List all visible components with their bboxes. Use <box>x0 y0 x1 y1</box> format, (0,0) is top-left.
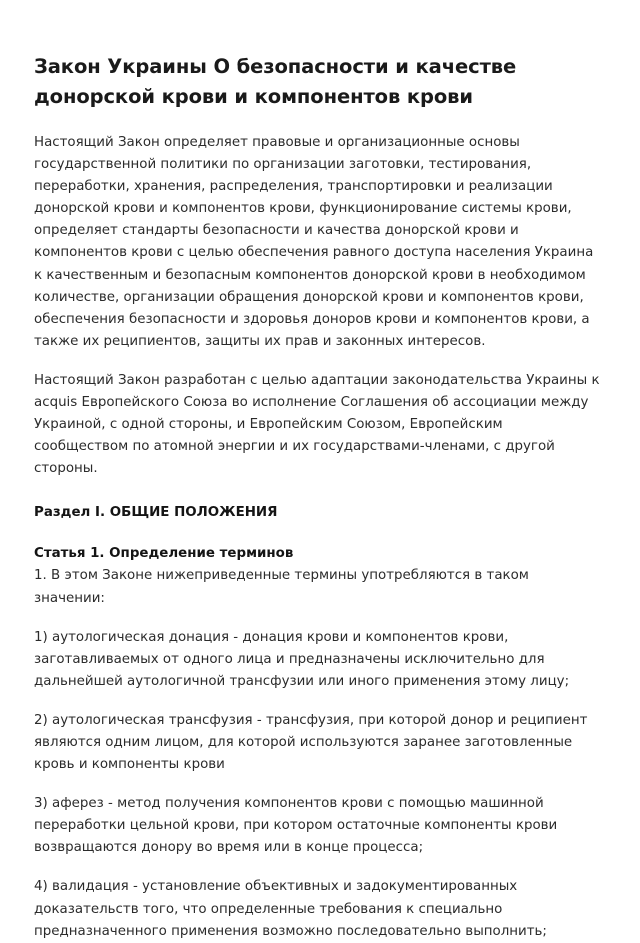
intro-paragraph-1: Настоящий Закон определяет правовые и организационные основы государственной политики по организации заготовки, тестирования, переработки, хранения, распределения, транспортировки и реализации донорской крови и компонентов крови, функционирование системы крови, определяет стандарты безопасности и качества донорской крови и компонентов крови с целью обеспечения равного доступа населения Украина к качественным и безопасным компонентов донорской крови в необходимом количестве, организации обращения донорской крови и компонентов крови, обеспечения безопасности и здоровья доноров крови и компонентов крови, а также их реципиентов, защиты их прав и законных интересов. <box>34 135 594 349</box>
definitions-list <box>34 627 600 943</box>
article-lead-text: 1. В этом Законе нижеприведенные термины употребляются в таком значении: <box>34 568 529 606</box>
section-heading: Раздел I. ОБЩИЕ ПОЛОЖЕНИЯ <box>34 505 278 521</box>
definition-item: 2) аутологическая трансфузия - трансфузия, при которой донор и реципиент являются одним лицом, для которой используются заранее заготовленные кровь и компоненты крови <box>34 712 588 773</box>
definition-item: 3) аферез - метод получения компонентов крови с помощью машинной переработки цельной крови, при котором остаточные компоненты крови возвращаются донору во время или в конце процесса; <box>34 796 558 856</box>
page-title: Закон Украины О безопасности и качестве донорской крови и компонентов крови <box>34 55 517 108</box>
intro-paragraph-2: Настоящий Закон разработан с целью адаптации законодательства Украины к acquis Европейского Союза во исполнение Соглашения об ассоциации между Украиной, с одной стороны, и Европейским Союзом, Европейским сообществом по атомной энергии и их государствами-членами, с другой стороны. <box>34 372 600 477</box>
definition-item: 1) аутологическая донация - донация крови и компонентов крови, заготавливаемых от одного лица и предназначены исключительно для дальнейшей аутологичной трансфузии или иного применения этому лицу; <box>34 629 570 689</box>
definition-item: 4) валидация - установление объективных и задокументированных доказательств того, что определенные требования к специально предназначенного применения возможно последовательно выполнить; <box>34 879 547 939</box>
article-heading: Статья 1. Определение терминов <box>34 546 294 562</box>
